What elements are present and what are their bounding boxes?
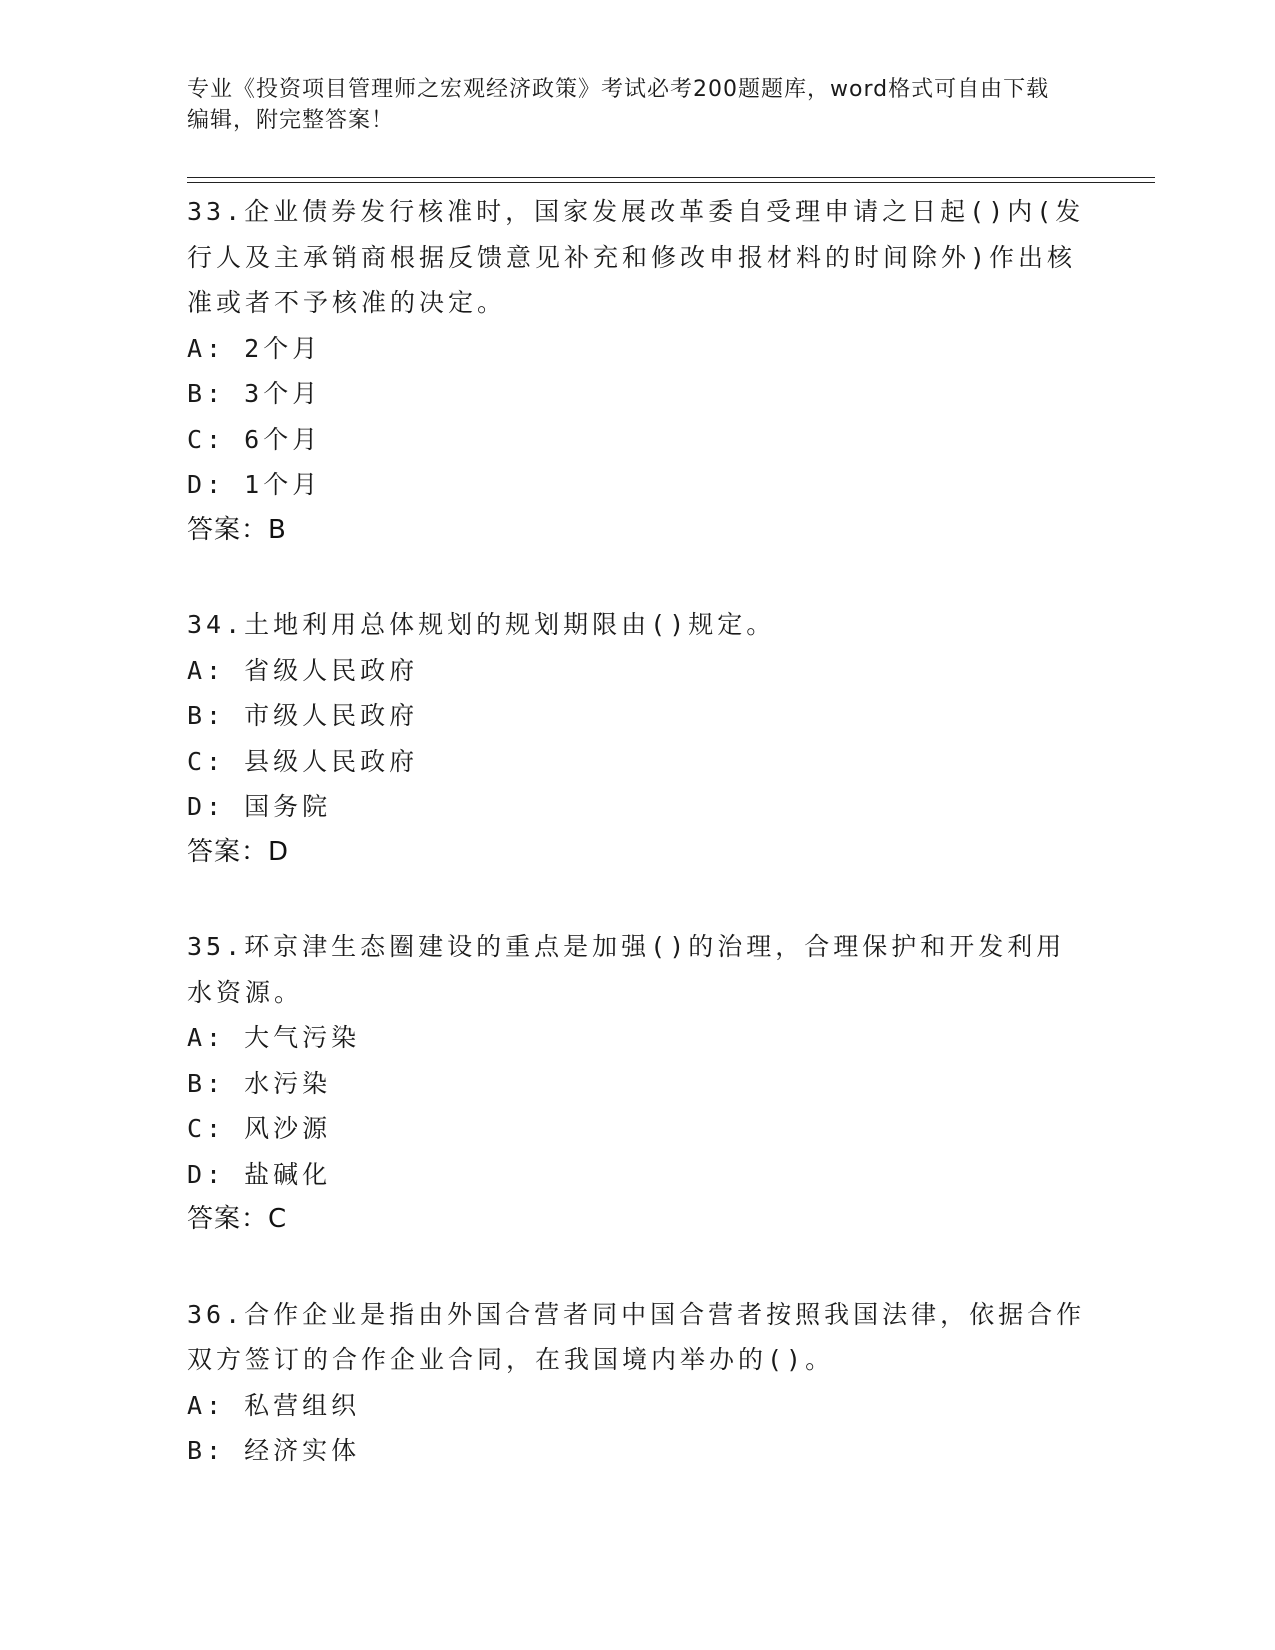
question-36: [187, 1292, 1087, 1474]
option-b: B: 水污染: [187, 1068, 332, 1098]
option-d: D: 国务院: [187, 792, 332, 821]
option-a: A: 私营组织: [187, 1390, 361, 1420]
question-34: [187, 602, 1087, 875]
option-d: D: 盐碱化: [187, 1159, 332, 1189]
document-header: 专业《投资项目管理师之宏观经济政策》考试必考200题题库，word格式可自由下载编辑，附完整答案！: [187, 77, 1050, 133]
option-a: A: 省级人民政府: [187, 655, 419, 685]
answer-line: 答案：D: [187, 836, 290, 867]
question-33: [187, 189, 1087, 553]
question-35: [187, 924, 1087, 1243]
option-a: A: 大气污染: [187, 1023, 361, 1052]
question-stem: 35.环京津生态圈建设的重点是加强()的治理，合理保护和开发利用水资源。: [187, 932, 1066, 1007]
question-list: [187, 189, 1087, 1523]
question-stem: 34.土地利用总体规划的规划期限由()规定。: [187, 610, 776, 639]
option-a: A: 2个月: [187, 333, 322, 363]
option-c: C: 6个月: [187, 424, 322, 454]
option-c: C: 县级人民政府: [187, 746, 419, 776]
answer-line: 答案：B: [187, 514, 287, 545]
option-b: B: 3个月: [187, 379, 322, 408]
answer-line: 答案：C: [187, 1204, 288, 1234]
option-b: B: 经济实体: [187, 1436, 361, 1465]
option-d: D: 1个月: [187, 470, 322, 499]
question-stem: 33.企业债券发行核准时，国家发展改革委自受理申请之日起()内(发行人及主承销商根据反馈意见补充和修改申报材料的时间除外)作出核准或者不予核准的决定。: [187, 197, 1085, 317]
question-stem: 36.合作企业是指由外国合营者同中国合营者按照我国法律，依据合作双方签订的合作企业合同，在我国境内举办的()。: [187, 1299, 1086, 1374]
header-divider-bottom: [187, 182, 1155, 183]
option-c: C: 风沙源: [187, 1114, 332, 1143]
header-divider-top: [187, 177, 1155, 178]
option-b: B: 市级人民政府: [187, 701, 419, 730]
